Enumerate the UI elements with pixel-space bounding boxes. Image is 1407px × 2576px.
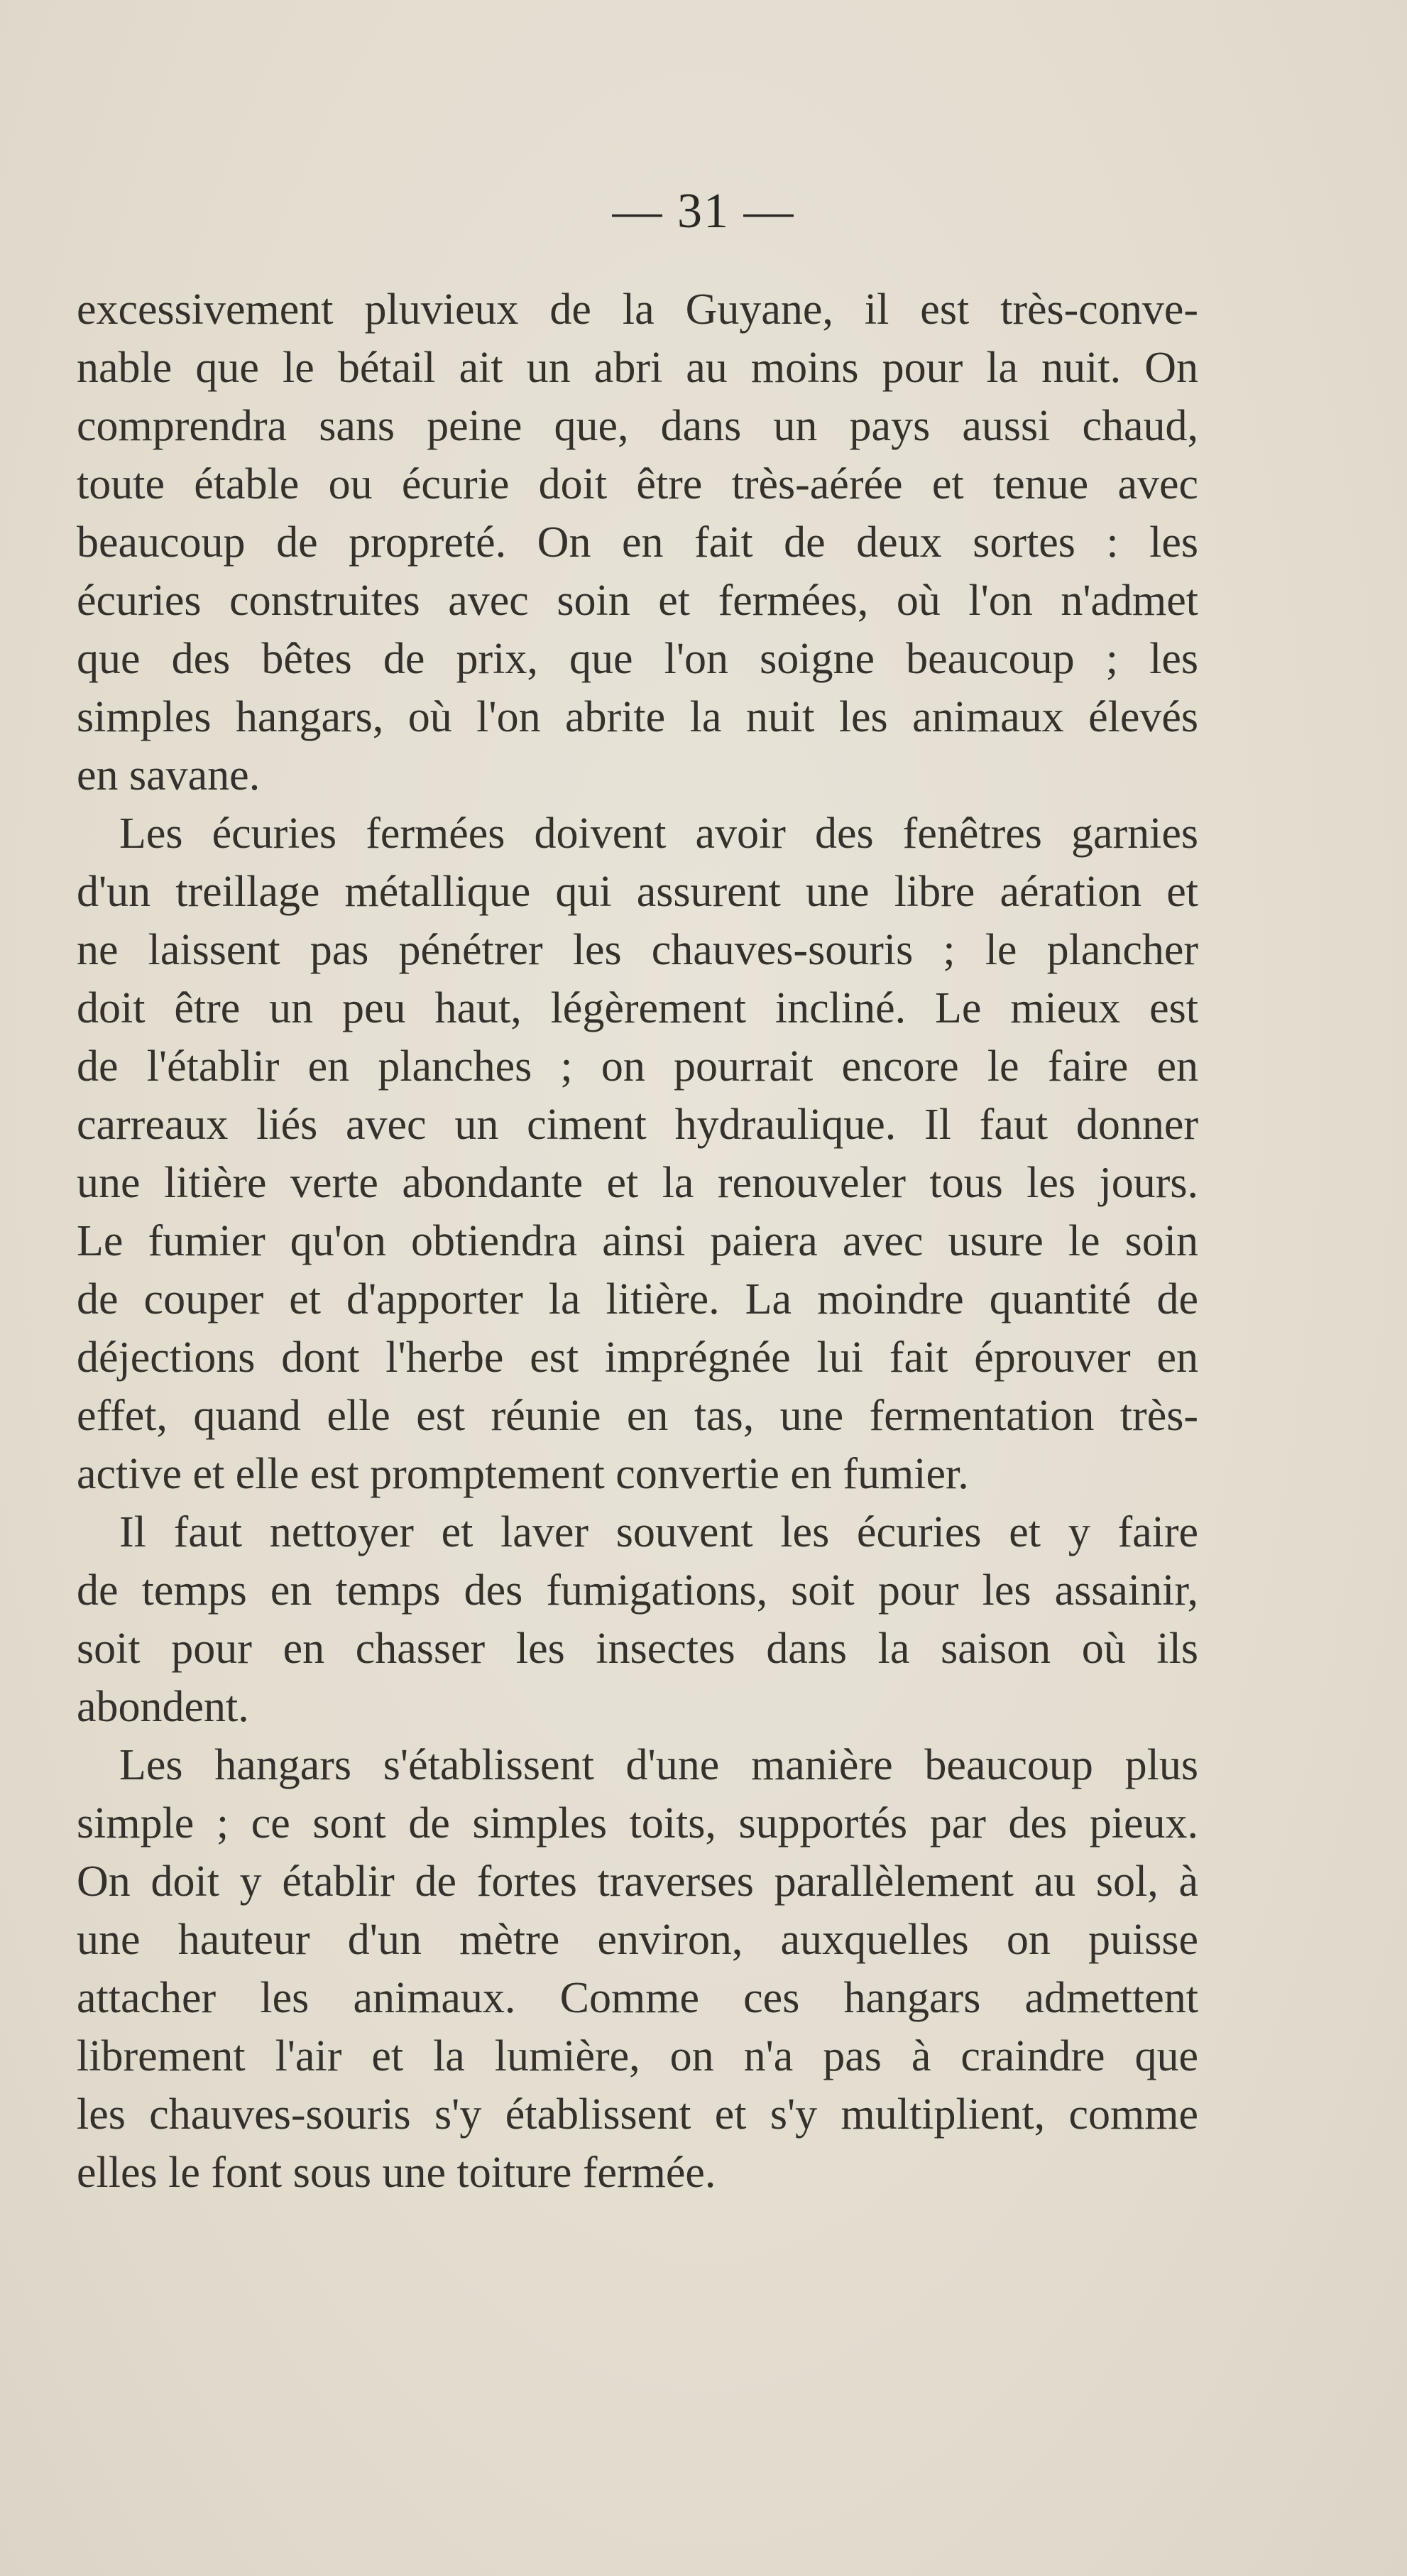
text-line: une litière verte abondante et la renouveler tous les jours. — [77, 1159, 1198, 1207]
paragraph — [77, 1503, 1198, 1736]
text-line: excessivement pluvieux de la Guyane, il est très-conve- — [77, 285, 1198, 334]
text-line: de l'établir en planches ; on pourrait encore le faire en — [77, 1042, 1198, 1091]
text-line: ne laissent pas pénétrer les chauves-souris ; le plancher — [77, 926, 1198, 974]
text-line: On doit y établir de fortes traverses parallèlement au sol, à — [77, 1857, 1198, 1906]
text-line: simple ; ce sont de simples toits, supportés par des pieux. — [77, 1799, 1198, 1848]
text-line: de temps en temps des fumigations, soit pour les assainir, — [77, 1566, 1198, 1615]
text-line: effet, quand elle est réunie en tas, une fermentation très- — [77, 1392, 1198, 1440]
text-line: carreaux liés avec un ciment hydraulique. Il faut donner — [77, 1101, 1198, 1149]
text-line: les chauves-souris s'y établissent et s'y multiplient, comme — [77, 2090, 1198, 2139]
text-line: en savane. — [77, 751, 261, 799]
body-text — [77, 280, 1198, 2202]
text-line: Il faut nettoyer et laver souvent les écuries et y faire — [119, 1508, 1198, 1556]
text-line: une hauteur d'un mètre environ, auxquelles on puisse — [77, 1916, 1198, 1964]
text-line: doit être un peu haut, légèrement incliné. Le mieux est — [77, 984, 1198, 1032]
text-line: nable que le bétail ait un abri au moins pour la nuit. On — [77, 344, 1198, 392]
text-line: d'un treillage métallique qui assurent une libre aération et — [77, 868, 1198, 916]
text-line: simples hangars, où l'on abrite la nuit les animaux élevés — [77, 693, 1198, 741]
text-line: active et elle est promptement convertie en fumier. — [77, 1450, 969, 1498]
text-line: beaucoup de propreté. On en fait de deux sortes : les — [77, 518, 1198, 567]
text-line: abondent. — [77, 1683, 249, 1731]
page-number: — 31 — — [612, 184, 795, 239]
text-line: librement l'air et la lumière, on n'a pas à craindre que — [77, 2032, 1198, 2080]
text-line: écuries construites avec soin et fermées, où l'on n'admet — [77, 577, 1198, 625]
text-line: elles le font sous une toiture fermée. — [77, 2149, 716, 2197]
paragraph — [77, 1736, 1198, 2202]
text-line: déjections dont l'herbe est imprégnée lui fait éprouver en — [77, 1333, 1198, 1382]
paragraph — [77, 280, 1198, 804]
text-line: de couper et d'apporter la litière. La moindre quantité de — [77, 1275, 1198, 1324]
text-line: Le fumier qu'on obtiendra ainsi paiera avec usure le soin — [77, 1217, 1198, 1265]
paragraph — [77, 804, 1198, 1503]
text-line: comprendra sans peine que, dans un pays aussi chaud, — [77, 402, 1198, 450]
text-line: soit pour en chasser les insectes dans la saison où ils — [77, 1625, 1198, 1673]
text-line: Les hangars s'établissent d'une manière beaucoup plus — [119, 1741, 1198, 1789]
text-line: attacher les animaux. Comme ces hangars admettent — [77, 1974, 1198, 2022]
text-line: que des bêtes de prix, que l'on soigne beaucoup ; les — [77, 635, 1198, 683]
text-line: toute étable ou écurie doit être très-aérée et tenue avec — [77, 460, 1198, 508]
text-line: Les écuries fermées doivent avoir des fenêtres garnies — [119, 809, 1198, 858]
